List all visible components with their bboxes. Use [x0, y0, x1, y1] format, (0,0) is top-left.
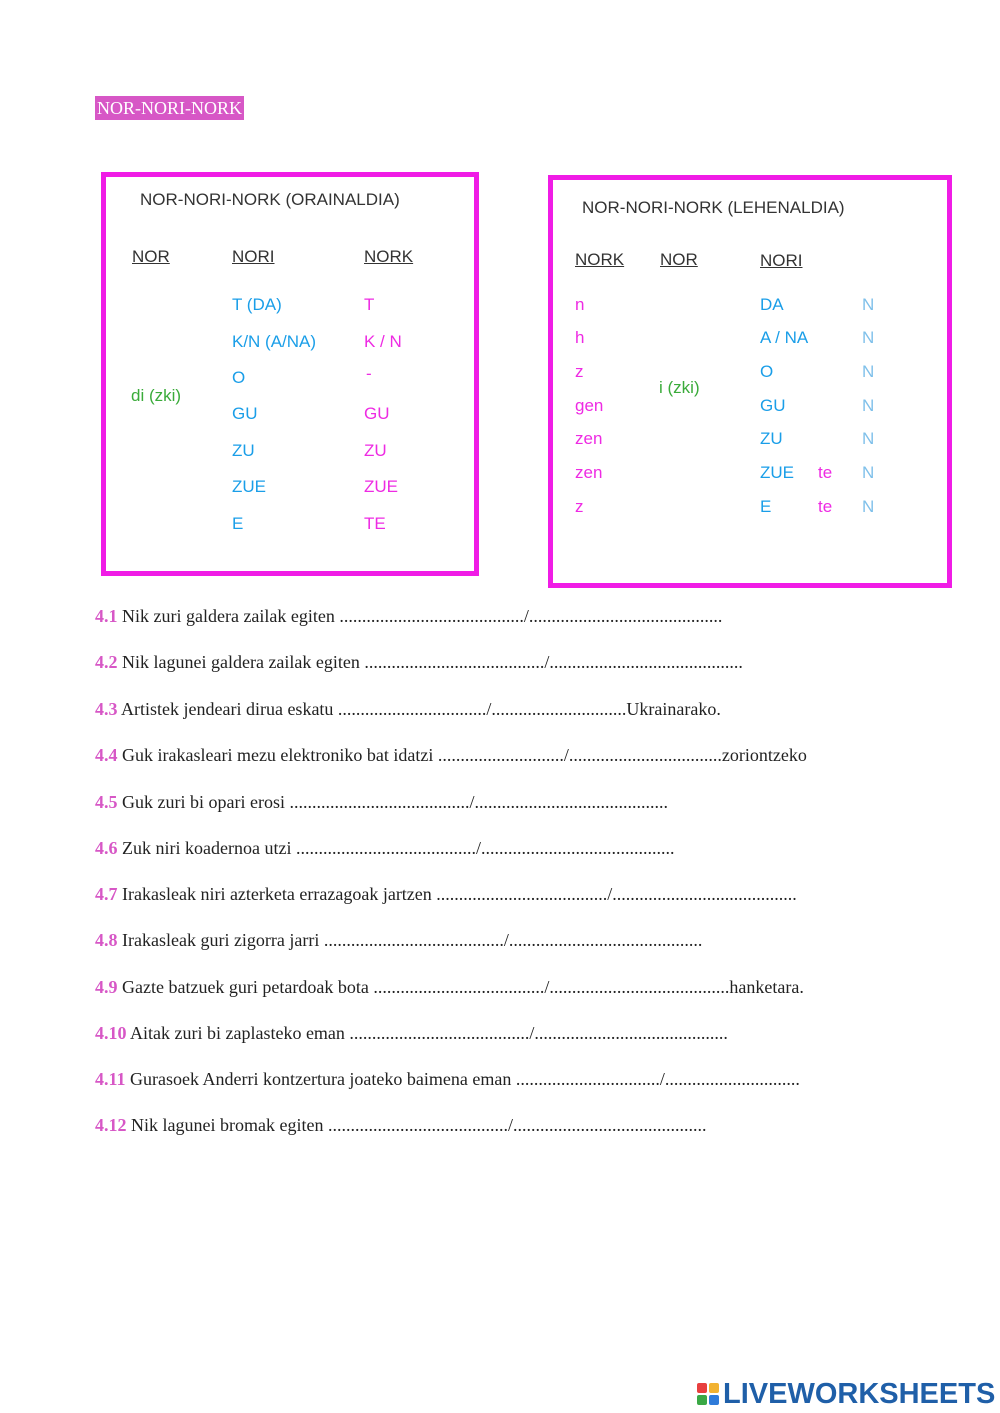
table1-col-nor: NOR — [132, 247, 170, 266]
liveworksheets-logo — [697, 1378, 995, 1410]
table2-nori-item: E — [760, 497, 772, 516]
table2-heading: NOR-NORI-NORK (LEHENALDIA) — [582, 198, 845, 217]
table2-nori-item: O — [760, 362, 774, 381]
table2-nork-item: z — [575, 362, 584, 381]
exercise-text: Gazte batzuek guri petardoak bota ....................................../........................................hanketara. — [117, 977, 804, 997]
table1-nori-item: T (DA) — [232, 295, 282, 314]
logo-squares-icon — [697, 1383, 719, 1405]
exercise-number: 4.2 — [95, 652, 118, 672]
table2-nork-item: h — [575, 328, 585, 347]
table1-nori-item: K/N (A/NA) — [232, 332, 317, 351]
table2-nor-value: i (zki) — [659, 378, 700, 397]
exercise-line — [95, 745, 807, 766]
table1-nori-item: ZU — [232, 441, 255, 460]
exercise-line — [95, 792, 668, 813]
table2-nork-item: z — [575, 497, 584, 516]
table2-nork-item: gen — [575, 396, 604, 415]
table1-nor-value: di (zki) — [131, 386, 182, 405]
exercise-line — [95, 606, 722, 627]
logo-square — [697, 1383, 707, 1393]
logo-text: LIVEWORKSHEETS — [723, 1377, 996, 1410]
exercise-text: Artistek jendeari dirua eskatu ................................./..............................Ukrainarako. — [117, 699, 721, 719]
table1-nori-item: O — [232, 368, 246, 387]
table1-nork-item: - — [366, 364, 372, 383]
exercise-text: Nik zuri galdera zailak egiten ........................................./........................................... — [117, 606, 723, 626]
table2-nori-item: DA — [760, 295, 784, 314]
table2-te-item: te — [818, 463, 833, 482]
exercise-number: 4.7 — [95, 884, 118, 904]
exercise-text: Guk zuri bi opari erosi ......................................../........................................... — [117, 792, 668, 812]
table2-n-suffix: N — [862, 295, 875, 314]
exercise-line — [95, 652, 743, 673]
present-tense-table — [101, 172, 479, 576]
exercise-line — [95, 1023, 728, 1044]
logo-square — [709, 1383, 719, 1393]
table2-nork-item: zen — [575, 429, 603, 448]
table2-n-suffix: N — [862, 497, 875, 516]
table2-nori-item: ZU — [760, 429, 783, 448]
table1-nori-item: E — [232, 514, 244, 533]
exercise-number: 4.12 — [95, 1115, 127, 1135]
exercise-text: Nik lagunei bromak egiten ......................................../........................................... — [126, 1115, 707, 1135]
exercise-line — [95, 884, 797, 905]
exercise-number: 4.8 — [95, 930, 118, 950]
exercise-text: Aitak zuri bi zaplasteko eman ......................................../........................................... — [126, 1023, 728, 1043]
exercise-line — [95, 930, 702, 951]
exercise-text: Irakasleak niri azterketa errazagoak jartzen ....................................../......................................... — [117, 884, 797, 904]
table2-n-suffix: N — [862, 429, 875, 448]
table2-n-suffix: N — [862, 362, 875, 381]
exercise-text: Guk irakasleari mezu elektroniko bat idatzi ............................/..................................zoriontzeko — [117, 745, 807, 765]
exercise-number: 4.1 — [95, 606, 118, 626]
table2-nori-item: A / NA — [760, 328, 809, 347]
past-tense-table — [548, 175, 952, 588]
table1-col-nori: NORI — [232, 247, 275, 266]
table2-n-suffix: N — [862, 396, 875, 415]
exercise-number: 4.9 — [95, 977, 118, 997]
exercise-number: 4.5 — [95, 792, 118, 812]
exercise-line — [95, 838, 674, 859]
exercise-line — [95, 699, 721, 720]
table2-col-nork: NORK — [575, 250, 625, 269]
table2-nori-item: ZUE — [760, 463, 794, 482]
exercise-line — [95, 977, 804, 998]
table1-nork-item: T — [364, 295, 375, 314]
table2-te-item: te — [818, 497, 833, 516]
table2-col-nori: NORI — [760, 251, 803, 270]
page-title: NOR-NORI-NORK — [97, 98, 242, 118]
exercise-text: Nik lagunei galdera zailak egiten ......................................../........................................... — [117, 652, 743, 672]
exercise-text: Irakasleak guri zigorra jarri ......................................../........................................... — [117, 930, 703, 950]
exercise-number: 4.3 — [95, 699, 118, 719]
logo-square — [709, 1395, 719, 1405]
table1-nork-item: K / N — [364, 332, 402, 351]
table1-nori-item: ZUE — [232, 477, 266, 496]
exercise-number: 4.6 — [95, 838, 118, 858]
exercise-text: Gurasoek Anderri kontzertura joateko baimena eman ................................/.............................. — [125, 1069, 800, 1089]
exercise-number: 4.4 — [95, 745, 118, 765]
table2-col-nor: NOR — [660, 250, 698, 269]
table1-nork-item: ZUE — [364, 477, 398, 496]
table1-heading: NOR-NORI-NORK (ORAINALDIA) — [140, 190, 400, 209]
table2-nori-item: GU — [760, 396, 786, 415]
logo-square — [697, 1395, 707, 1405]
exercise-text: Zuk niri koadernoa utzi ......................................../........................................... — [117, 838, 675, 858]
table2-nork-item: zen — [575, 463, 603, 482]
table1-col-nork: NORK — [364, 247, 414, 266]
exercise-number: 4.11 — [95, 1069, 126, 1089]
table2-nork-item: n — [575, 295, 585, 314]
exercise-line — [95, 1115, 706, 1136]
exercise-number: 4.10 — [95, 1023, 127, 1043]
table2-n-suffix: N — [862, 463, 875, 482]
exercise-line — [95, 1069, 800, 1090]
table2-n-suffix: N — [862, 328, 875, 347]
table1-nork-item: TE — [364, 514, 386, 533]
table1-nork-item: ZU — [364, 441, 387, 460]
table1-nork-item: GU — [364, 404, 390, 423]
table1-nori-item: GU — [232, 404, 258, 423]
